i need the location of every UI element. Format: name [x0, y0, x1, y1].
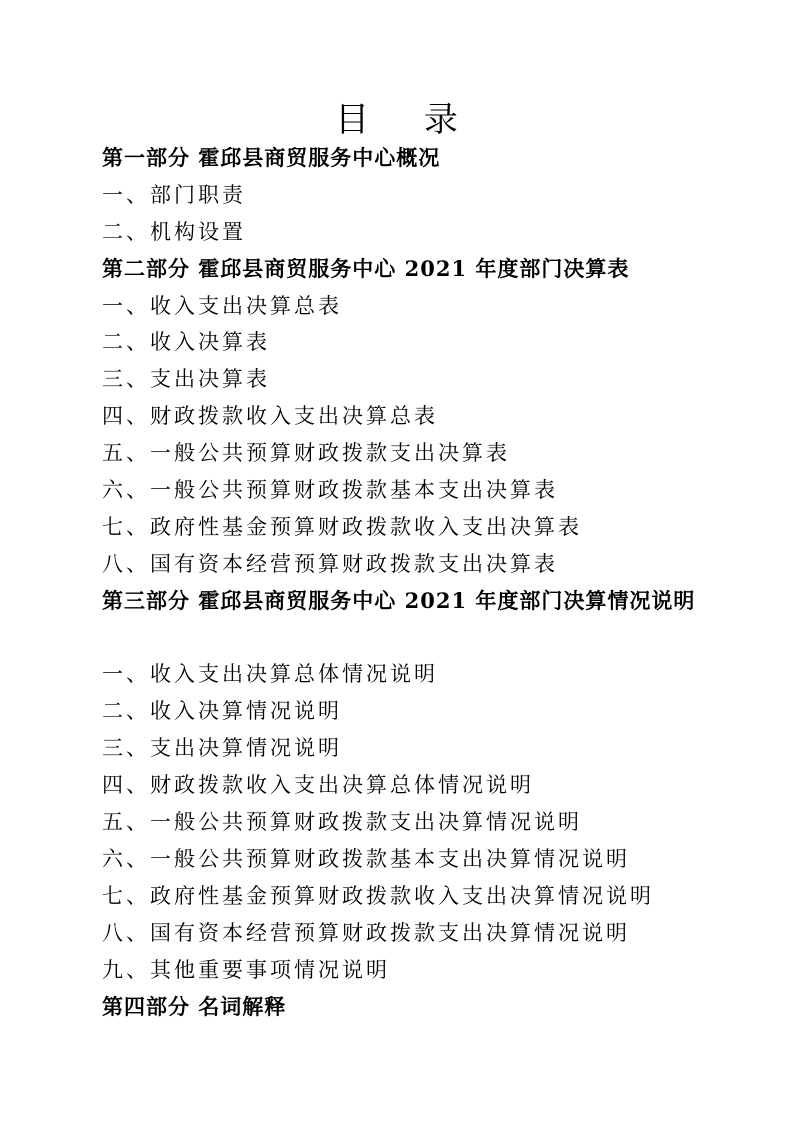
table-of-contents [102, 140, 702, 1025]
toc-part-heading: 第一部分 霍邱县商贸服务中心概况 [102, 145, 441, 170]
toc-item: 六、一般公共预算财政拨款基本支出决算情况说明 [102, 846, 630, 871]
toc-item: 四、财政拨款收入支出决算总体情况说明 [102, 773, 534, 798]
toc-part-heading: 第三部分 霍邱县商贸服务中心 2021 年度部门决算情况说明 [102, 587, 696, 613]
toc-item: 五、一般公共预算财政拨款支出决算情况说明 [102, 810, 582, 835]
toc-item: 五、一般公共预算财政拨款支出决算表 [102, 441, 510, 466]
toc-item: 六、一般公共预算财政拨款基本支出决算表 [102, 478, 558, 503]
toc-item: 九、其他重要事项情况说明 [102, 957, 390, 982]
toc-item: 一、收入支出决算总体情况说明 [102, 662, 438, 687]
page-title: 目 录 [335, 100, 480, 140]
toc-item: 二、收入决算情况说明 [102, 699, 342, 724]
toc-item: 一、收入支出决算总表 [102, 293, 342, 318]
toc-item: 四、财政拨款收入支出决算总表 [102, 404, 438, 429]
toc-item: 二、收入决算表 [102, 330, 270, 355]
toc-item: 八、国有资本经营预算财政拨款支出决算表 [102, 551, 558, 576]
toc-item: 三、支出决算表 [102, 367, 270, 392]
toc-item: 一、部门职责 [102, 182, 246, 207]
toc-item: 七、政府性基金预算财政拨款收入支出决算情况说明 [102, 883, 654, 908]
toc-item: 二、机构设置 [102, 219, 246, 244]
toc-item: 八、国有资本经营预算财政拨款支出决算情况说明 [102, 920, 630, 945]
toc-item: 七、政府性基金预算财政拨款收入支出决算表 [102, 514, 582, 539]
toc-item: 三、支出决算情况说明 [102, 736, 342, 761]
toc-part-heading: 第二部分 霍邱县商贸服务中心 2021 年度部门决算表 [102, 255, 630, 281]
toc-part-heading: 第四部分 名词解释 [102, 993, 287, 1019]
